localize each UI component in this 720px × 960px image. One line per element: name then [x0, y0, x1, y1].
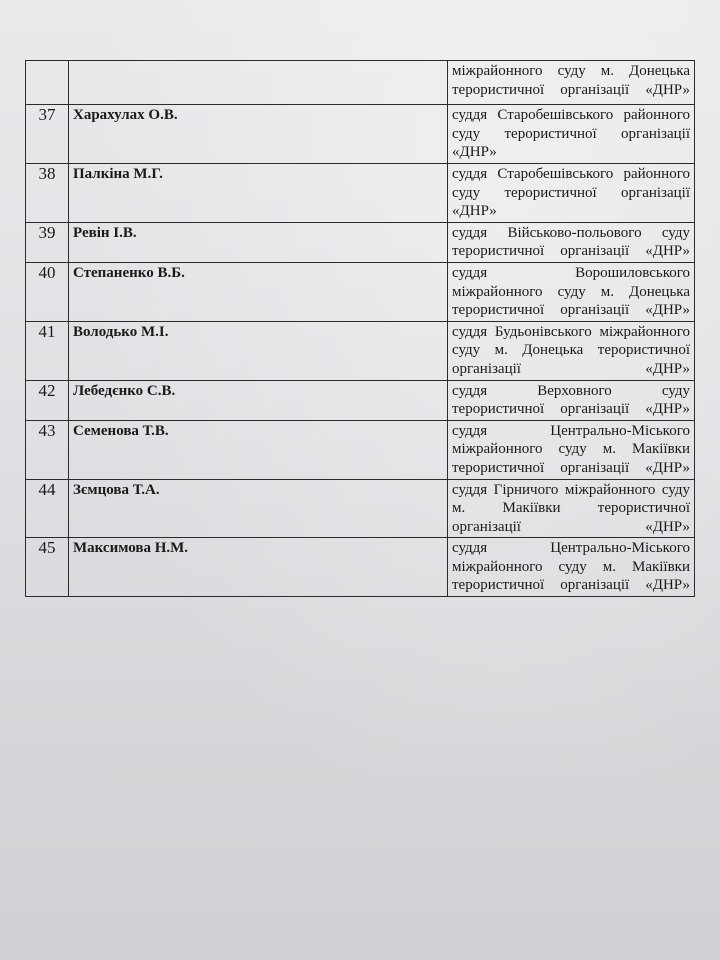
table-row — [26, 222, 695, 262]
judge-name — [69, 61, 448, 105]
judge-position: суддя Гірничого міжрайонного суду м. Макіївки терористичної організації «ДНР» — [448, 479, 695, 538]
judge-name: Семенова Т.В. — [69, 420, 448, 479]
row-number: 43 — [26, 420, 69, 479]
judge-position: суддя Центрально-Міського міжрайонного суду м. Макіївки терористичної організації «ДНР» — [448, 538, 695, 597]
judge-position: суддя Верховного суду терористичної організації «ДНР» — [448, 380, 695, 420]
judge-position: суддя Старобешівського районного суду терористичної організації «ДНР» — [448, 105, 695, 164]
judge-name: Володько М.І. — [69, 321, 448, 380]
judge-position: міжрайонного суду м. Донецька терористичної організації «ДНР» — [448, 61, 695, 105]
judge-name: Ревін І.В. — [69, 222, 448, 262]
table-row — [26, 105, 695, 164]
row-number: 40 — [26, 262, 69, 321]
row-number: 37 — [26, 105, 69, 164]
judge-name: Палкіна М.Г. — [69, 164, 448, 223]
judge-name: Максимова Н.М. — [69, 538, 448, 597]
table-row — [26, 420, 695, 479]
judge-name: Лебедєнко С.В. — [69, 380, 448, 420]
table-row — [26, 321, 695, 380]
row-number: 45 — [26, 538, 69, 597]
table-row — [26, 164, 695, 223]
table-row — [26, 538, 695, 597]
judge-position: суддя Військово-польового суду терористичної організації «ДНР» — [448, 222, 695, 262]
row-number: 38 — [26, 164, 69, 223]
row-number — [26, 61, 69, 105]
table-row — [26, 61, 695, 105]
judge-position: суддя Центрально-Міського міжрайонного суду м. Макіївки терористичної організації «ДНР» — [448, 420, 695, 479]
row-number: 44 — [26, 479, 69, 538]
judge-name: Зємцова Т.А. — [69, 479, 448, 538]
judge-name: Харахулах О.В. — [69, 105, 448, 164]
row-number: 39 — [26, 222, 69, 262]
judge-name: Степаненко В.Б. — [69, 262, 448, 321]
row-number: 42 — [26, 380, 69, 420]
judges-table — [25, 60, 695, 597]
table-row — [26, 380, 695, 420]
table-row — [26, 262, 695, 321]
row-number: 41 — [26, 321, 69, 380]
table-row — [26, 479, 695, 538]
judge-position: суддя Ворошиловського міжрайонного суду м. Донецька терористичної організації «ДНР» — [448, 262, 695, 321]
judge-position: суддя Будьонівського міжрайонного суду м. Донецька терористичної організації «ДНР» — [448, 321, 695, 380]
judge-position: суддя Старобешівського районного суду терористичної організації «ДНР» — [448, 164, 695, 223]
